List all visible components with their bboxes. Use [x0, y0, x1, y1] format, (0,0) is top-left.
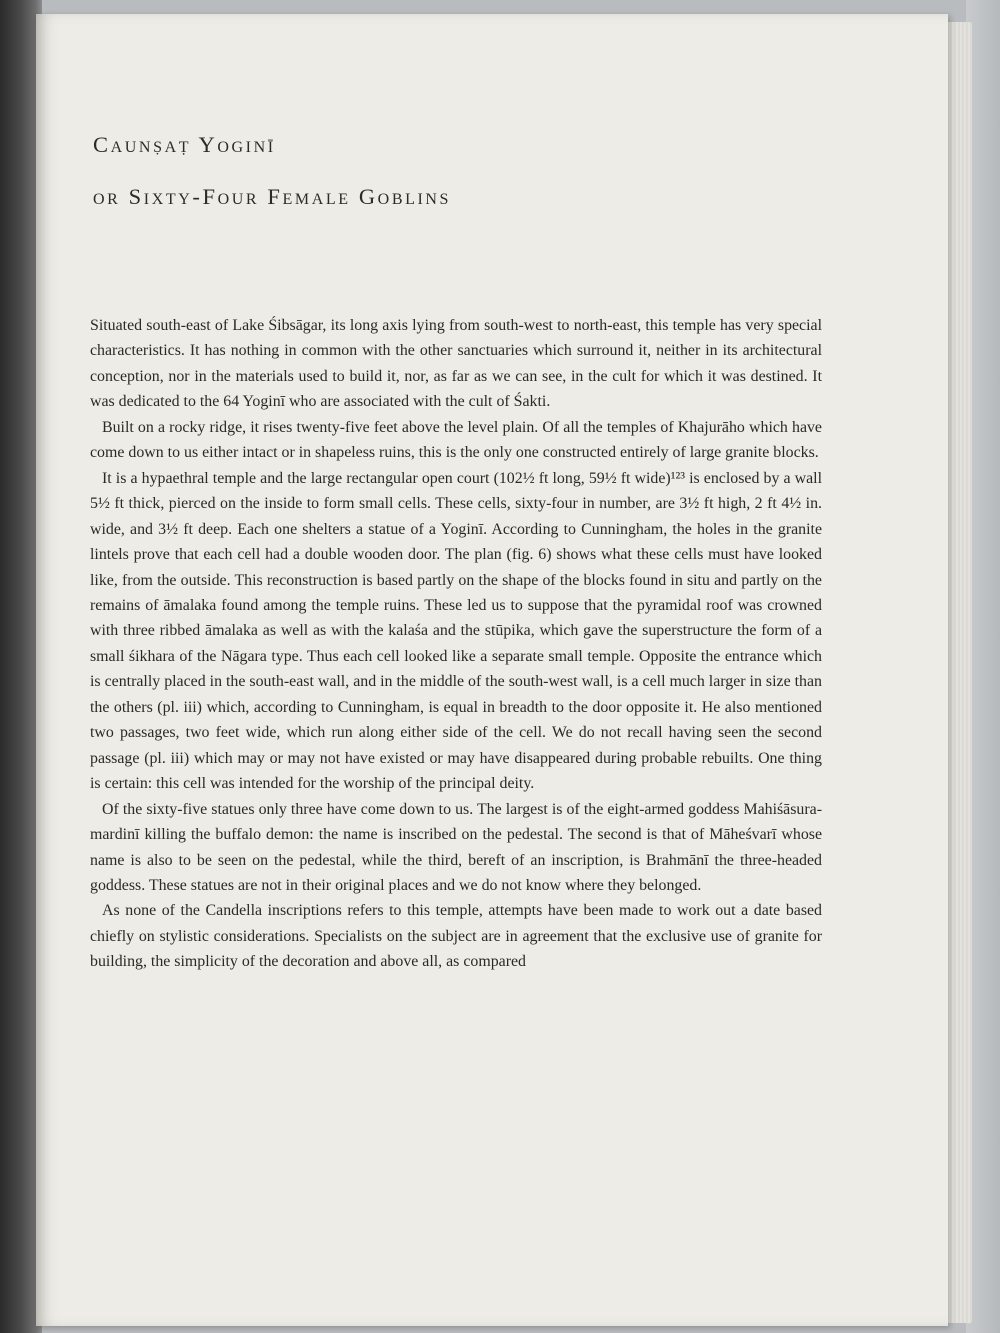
paragraph-4: Of the sixty-five statues only three have come down to us. The largest is of the eight-armed goddess Mahiśāsura-mardinī killing the buffalo demon: the name is inscribed on the pedestal. The second is that of Māheśvarī whose name is also to be seen on the pedestal, while the third, bereft of an inscription, is Brahmānī the three-headed goddess. These statues are not in their original places and we do not know where they belonged. [90, 800, 822, 894]
paragraph-2: Built on a rocky ridge, it rises twenty-five feet above the level plain. Of all the temples of Khajurāho which have come down to us either intact or in shapeless ruins, this is the only one constructed entirely of large granite blocks. [90, 418, 822, 462]
paragraph-1: Situated south-east of Lake Śibsāgar, its long axis lying from south-west to north-east, this temple has very special characteristics. It has nothing in common with the other sanctuaries which surround it, neither in its architectural conception, nor in the materials used to build it, nor, as far as we can see, in the cult for which it was destined. It was dedicated to the 64 Yoginī who are associated with the cult of Śakti. [90, 317, 822, 411]
body-text [90, 313, 822, 975]
paragraph-5: As none of the Candella inscriptions refers to this temple, attempts have been made to work out a date based chiefly on stylistic considerations. Specialists on the subject are in agreement that the exclusive use of granite for building, the simplicity of the decoration and above all, as compared [90, 902, 822, 971]
paragraph-3: It is a hypaethral temple and the large rectangular open court (102½ ft long, 59½ ft wide)¹²³ is enclosed by a wall 5½ ft thick, pierced on the inside to form small cells. These cells, sixty-four in number, are 3½ ft high, 2 ft 4½ in. wide, and 3½ ft deep. Each one shelters a statue of a Yoginī. According to Cunningham, the holes in the granite lintels prove that each cell had a double wooden door. The plan (fig. 6) shows what these cells must have looked like, from the outside. This reconstruction is based partly on the shape of the blocks found in situ and partly on the remains of āmalaka found among the temple ruins. These led us to suppose that the pyramidal roof was crowned with three ribbed āmalaka as well as with the kalaśa and the stūpika, which gave the superstructure the form of a small śikhara of the Nāgara type. Thus each cell looked like a separate small temple. Opposite the entrance which is centrally placed in the south-east wall, and in the middle of the south-west wall, is a cell much larger in size than the others (pl. iii) which, according to Cunningham, is equal in breadth to the door opposite it. He also mentioned two passages, two feet wide, which run along either side of the cell. We do not recall having seen the second passage (pl. iii) which may or may not have existed or may have disappeared during probable rebuilts. One thing is certain: this cell was intended for the worship of the principal deity. [90, 469, 822, 793]
chapter-title [93, 120, 451, 220]
chapter-title-line-2: or Sixty-Four Female Goblins [93, 184, 452, 209]
chapter-title-line-1: Caunṣaṭ Yoginī [93, 132, 276, 157]
book-page [36, 14, 948, 1326]
